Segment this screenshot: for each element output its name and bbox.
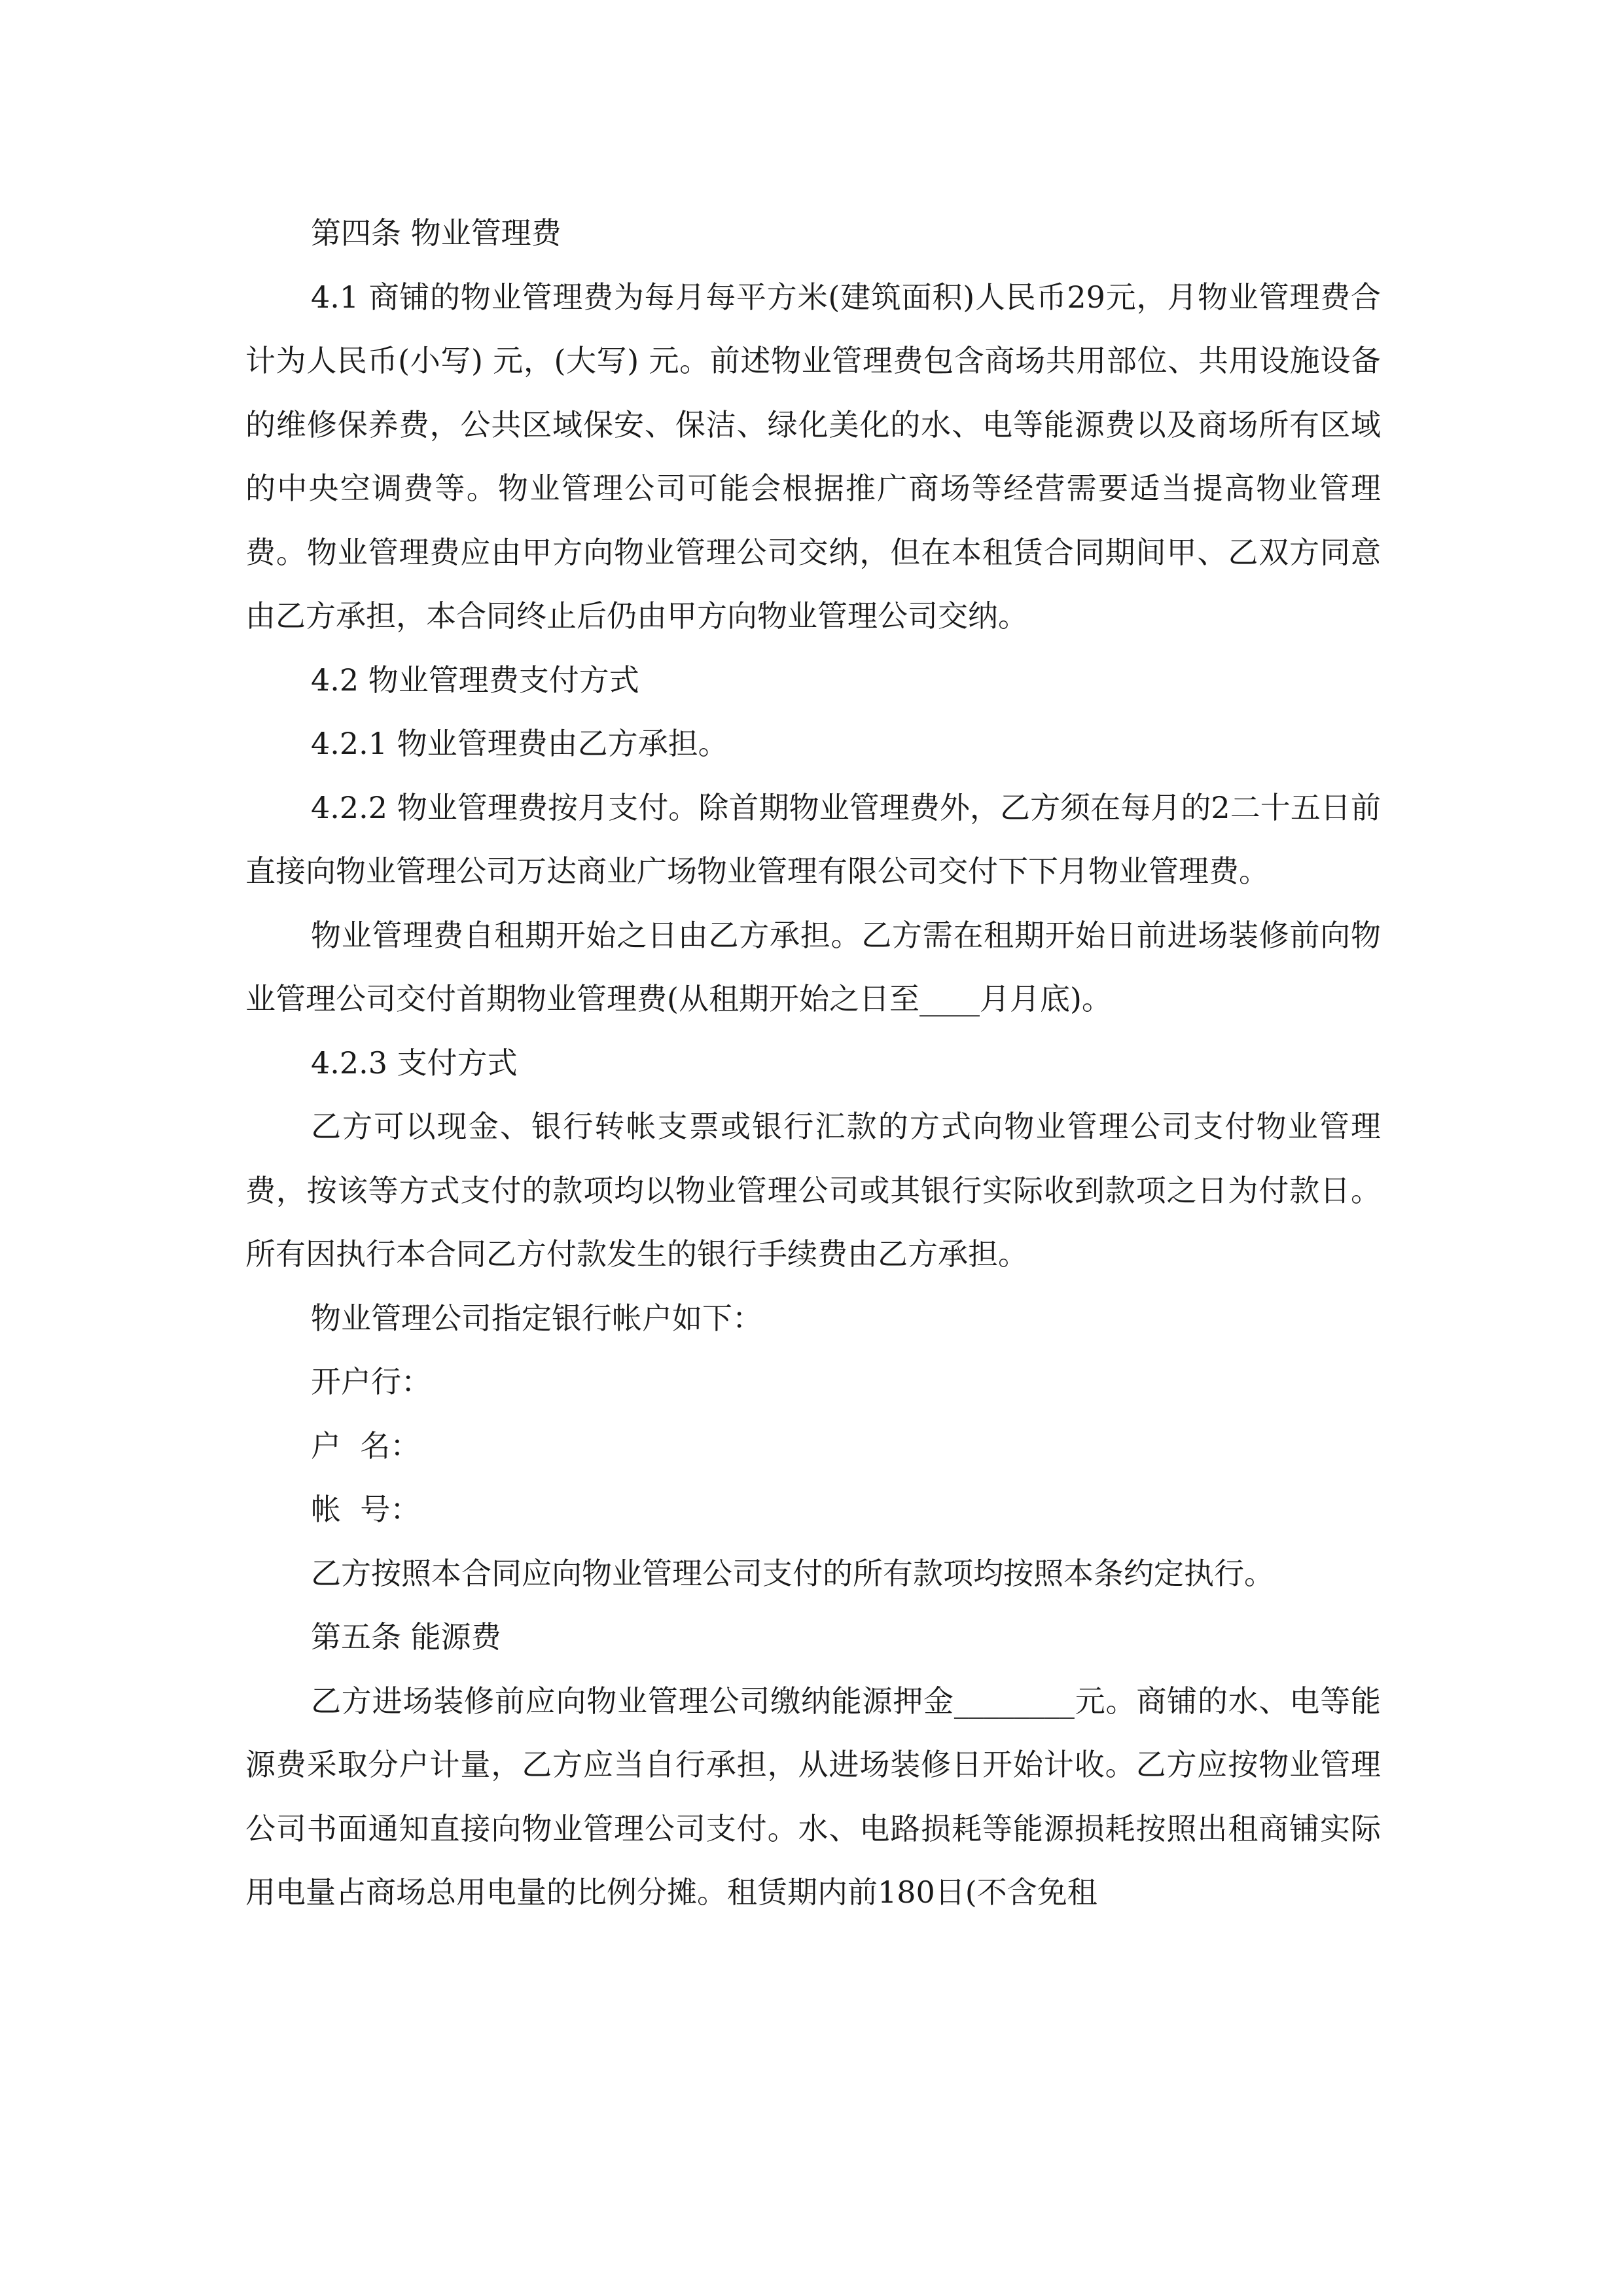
clause-4-2-1: 4.2.1 物业管理费由乙方承担。 [311,726,728,761]
bank-name-line: 开户行： [311,1364,431,1399]
payment-methods-paragraph: 乙方可以现金、银行转帐支票或银行汇款的方式向物业管理公司支付物业管理费，按该等方式支付的款项均以物业管理公司或其银行实际收到款项之日为付款日。所有因执行本合同乙方付款发生的银行手续费由乙方承担。 [245,1109,1381,1272]
first-period-fee-paragraph: 物业管理费自租期开始之日由乙方承担。乙方需在租期开始日前进场装修前向物业管理公司交付首期物业管理费(从租期开始之日至____月月底)。 [245,917,1381,1016]
article-4-heading: 第四条 物业管理费 [311,215,562,251]
clause-4-2-2: 4.2.2 物业管理费按月支付。除首期物业管理费外，乙方须在每月的2二十五日前直接向物业管理公司万达商业广场物业管理有限公司交付下下月物业管理费。 [245,789,1381,889]
payment-rule-paragraph: 乙方按照本合同应向物业管理公司支付的所有款项均按照本条约定执行。 [311,1555,1274,1591]
bank-account-intro: 物业管理公司指定银行帐户如下： [311,1300,762,1336]
clause-4-2-3-heading: 4.2.3 支付方式 [311,1045,518,1081]
article-5-heading: 第五条 能源费 [311,1619,501,1655]
account-number-line: 帐 号： [311,1492,421,1527]
energy-fee-paragraph: 乙方进场装修前应向物业管理公司缴纳能源押金________元。商铺的水、电等能源费采取分户计量，乙方应当自行承担，从进场装修日开始计收。乙方应按物业管理公司书面通知直接向物业管理公司支付。水、电路损耗等能源损耗按照出租商铺实际用电量占商场总用电量的比例分摊。租赁期内前180日(不含免租 [245,1683,1381,1910]
document-body [245,202,1381,1925]
clause-4-1: 4.1 商铺的物业管理费为每月每平方米(建筑面积)人民币29元，月物业管理费合计为人民币(小写) 元，(大写) 元。前述物业管理费包含商场共用部位、共用设施设备的维修保养费，公共区域保安、保洁、绿化美化的水、电等能源费以及商场所有区域的中央空调费等。物业管理公司可能会根据推广商场等经营需要适当提高物业管理费。物业管理费应由甲方向物业管理公司交纳，但在本租赁合同期间甲、乙双方同意由乙方承担，本合同终止后仍由甲方向物业管理公司交纳。 [245,279,1381,634]
clause-4-2-heading: 4.2 物业管理费支付方式 [311,662,639,698]
account-name-line: 户 名： [311,1427,421,1463]
